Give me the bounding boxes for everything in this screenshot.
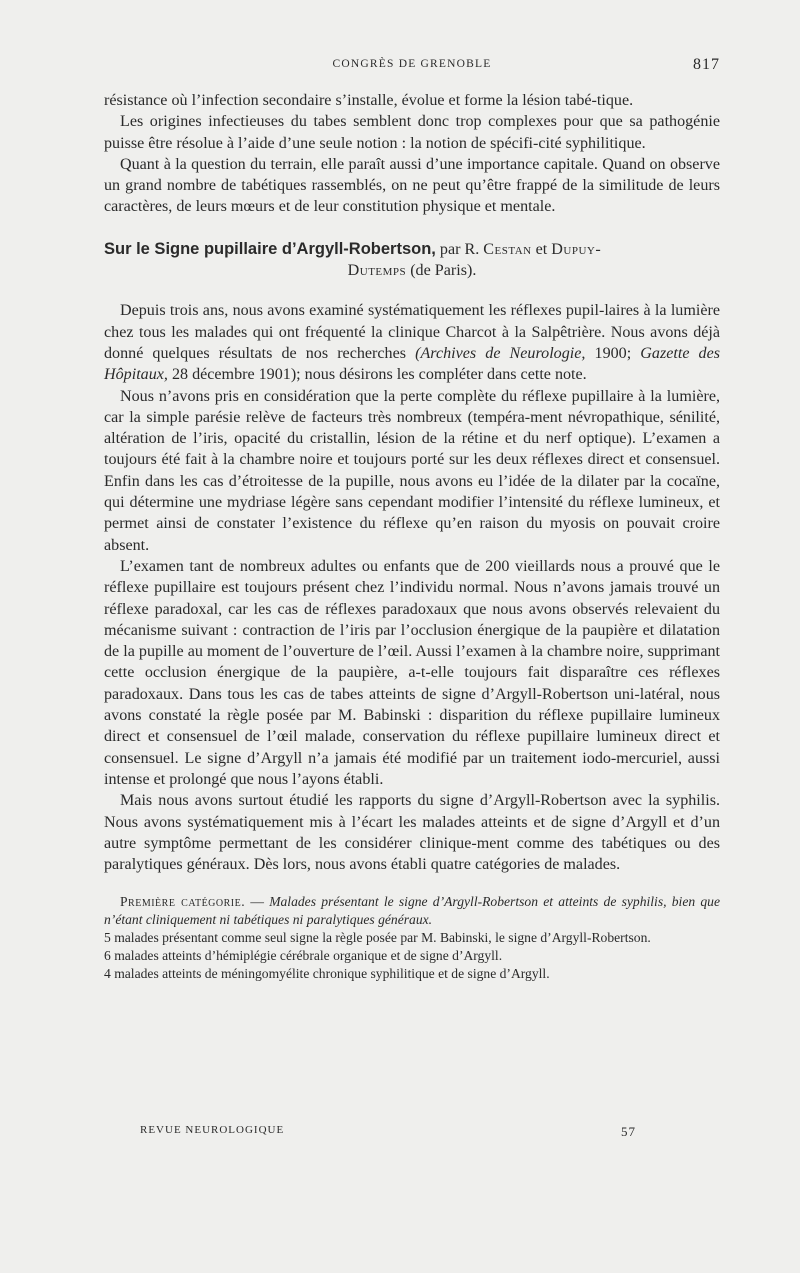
paragraph: Mais nous avons surtout étudié les rapports du signe d’Argyll-Robertson avec la syphilis. Nous avons systématiquement mis à l’écart les malades atteints et de signe d’Argyll et d’un autre symptôme permettant de les considérer clinique-ment comme des tabétiques ou des paralytiques généraux. Dès lors, nous avons établi quatre catégories de malades. bbox=[104, 792, 720, 874]
article-and: et bbox=[535, 240, 548, 258]
author-dupuy: Dupuy- bbox=[551, 240, 602, 258]
paragraph-text: 28 décembre 1901); nous désirons les compléter dans cette note. bbox=[171, 366, 587, 384]
list-item: 6 malades atteints d’hémiplégie cérébrale organique et de signe d’Argyll. bbox=[104, 948, 503, 964]
article-author-line bbox=[104, 260, 720, 281]
running-head: CONGRÈS DE GRENOBLE bbox=[332, 58, 492, 70]
paragraph: Les origines infectieuses du tabes semblent donc trop complexes pour que sa pathogénie puisse être résolue à l’aide d’une seule notion : la notion de spécifi-cité syphilitique. bbox=[104, 113, 720, 152]
paragraph-text: Depuis trois ans, nous avons examiné systématiquement les réflexes pupil-laires à la lumière chez tous les malades qui ont fréquenté la clinique Charcot à la Salpêtrière. Nous avons déjà donné quelques résultats de nos recherches bbox=[104, 302, 720, 362]
paragraph: Quant à la question du terrain, elle paraît aussi d’une importance capitale. Quand on observe un grand nombre de tabétiques rassemblés, on ne peut qu’être frappé de la similitude de leurs caractères, de leurs mœurs et de leur constitution physique et mentale. bbox=[104, 155, 720, 216]
category-dash: — bbox=[245, 894, 270, 910]
category-heading bbox=[104, 893, 720, 929]
author-cestan: Cestan bbox=[483, 240, 532, 258]
author-affiliation: (de Paris). bbox=[410, 262, 477, 280]
category-section bbox=[104, 893, 720, 983]
article-title: Sur le Signe pupillaire d’Argyll-Robertson, bbox=[104, 239, 436, 258]
article-heading bbox=[104, 239, 720, 282]
article-title-line bbox=[104, 239, 720, 260]
citation-archives: (Archives de Neurologie, bbox=[415, 344, 586, 362]
paragraph: résistance où l’infection secondaire s’installe, évolue et forme la lésion tabé-tique. bbox=[104, 92, 634, 109]
category-description: Malades présentant le signe d’Argyll-Robertson et atteints de syphilis, bien que n’étant cliniquement ni tabétiques ni paralytiques généraux. bbox=[104, 894, 721, 928]
article-by: par R. bbox=[439, 240, 480, 258]
category-label: Première catégorie. bbox=[120, 894, 246, 910]
paragraph bbox=[104, 300, 720, 385]
citation-gazette: Gazette des Hôpitaux, bbox=[104, 344, 721, 384]
paragraph: Nous n’avons pris en considération que la perte complète du réflexe pupillaire à la lumière, car la simple parésie relève de facteurs très nombreux (tempéra-ment névropathique, sénilité, altération de l’iris, opacité du cristallin, lésion de la rétine et du nerf optique). L’examen a toujours été fait à la chambre noire et toujours porté sur les deux réflexes direct et consensuel. Enfin dans les cas d’étroitesse de la pupille, nous avons eu l’idée de la dilater par la cocaïne, qui détermine une mydriase légère sans cependant modifier l’intensité du réflexe lumineux, et permet ainsi de constater l’existence du réflexe qu’en raison du myosis on pouvait croire absent. bbox=[104, 387, 720, 554]
page-footer bbox=[140, 1124, 636, 1142]
page-body bbox=[104, 90, 720, 983]
journal-name: REVUE NEUROLOGIQUE bbox=[140, 1124, 285, 1136]
list-item: 5 malades présentant comme seul signe la règle posée par M. Babinski, le signe d’Argyll-Robertson. bbox=[104, 930, 651, 946]
author-dutemps: Dutemps bbox=[347, 262, 407, 280]
list-item: 4 malades atteints de méningomyélite chronique syphilitique et de signe d’Argyll. bbox=[104, 966, 550, 982]
page-header bbox=[104, 58, 720, 78]
page-number: 817 bbox=[693, 56, 720, 73]
signature-mark: 57 bbox=[621, 1124, 636, 1139]
citation-year: 1900; bbox=[594, 344, 632, 362]
paragraph: L’examen tant de nombreux adultes ou enfants que de 200 vieillards nous a prouvé que le réflexe pupillaire est toujours présent chez l’individu normal. Nous n’avons jamais trouvé un réflexe paradoxal, car les cas de réflexes paradoxaux que nous avons observés relevaient du mécanisme suivant : contraction de l’iris par l’occlusion énergique de la paupière et dilatation de la pupille au moment de l’ouverture de l’œil. Aussi l’examen à la chambre noire, supprimant cette occlusion énergique de la paupière, a-t-elle toujours fait disparaître ces réflexes paradoxaux. Dans tous les cas de tabes atteints de signe d’Argyll-Robertson uni-latéral, nous avons constaté la règle posée par M. Babinski : disparition du réflexe pupillaire lumineux direct et consensuel de l’œil malade, conservation du réflexe pupillaire lumineux direct et consensuel. Le signe d’Argyll n’a jamais été modifié par un traitement iodo-mercuriel, aussi intense et prolongé que nous l’ayons établi. bbox=[104, 557, 720, 788]
